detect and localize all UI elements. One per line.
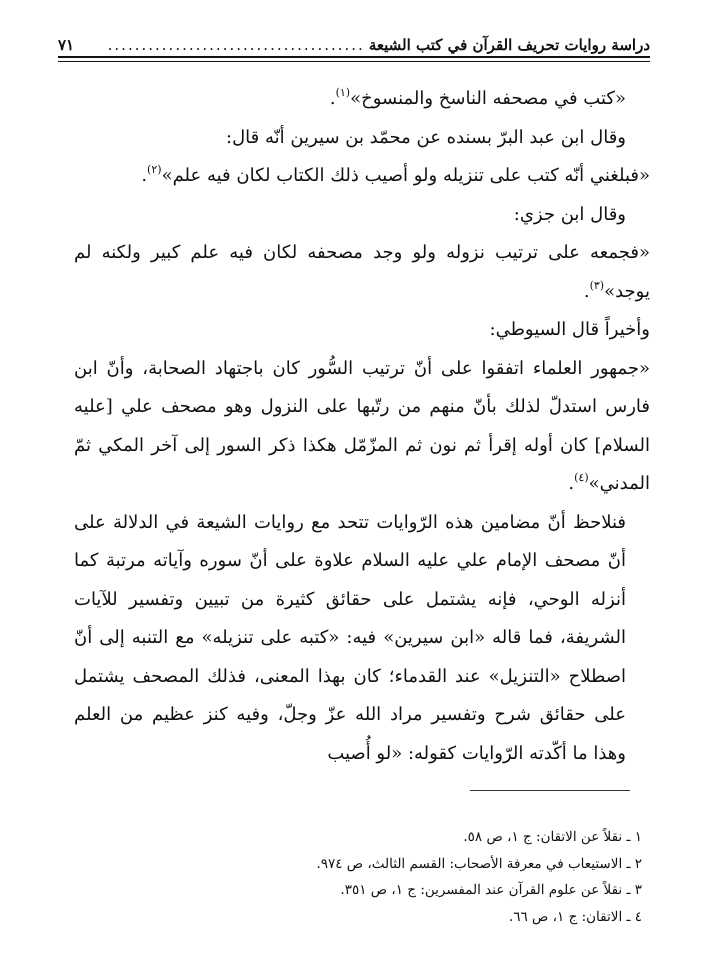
quote-paragraph xyxy=(74,234,650,311)
quote-paragraph xyxy=(74,157,650,196)
footnote-item: ١ ـ نقلاً عن الاتقان: ج ١، ص ٥٨. xyxy=(463,829,642,845)
header-title: دراسة روايات تحريف القرآن في كتب الشيعة xyxy=(368,36,650,54)
paragraph xyxy=(74,311,650,350)
footnote-item: ٤ ـ الاتقان: ج ١، ص ٦٦. xyxy=(508,908,642,925)
paragraph xyxy=(74,196,650,235)
paragraph-text: وأخيراً قال السيوطي: xyxy=(489,319,650,340)
paragraph-tail: . xyxy=(583,280,590,302)
footnote-item: ٣ ـ نقلاً عن علوم القرآن عند المفسرين: ج ١، ص ٣٥١. xyxy=(340,882,642,898)
footnote-separator xyxy=(470,790,630,791)
paragraph-tail: . xyxy=(329,88,336,109)
footnote-marker: (٤) xyxy=(574,471,589,484)
footnote-item: ٢ ـ الاستيعاب في معرفة الأصحاب: القسم الثالث، ص ٩٧٤. xyxy=(316,855,642,872)
header-rule-thin xyxy=(58,61,650,62)
header-leader-dots: ...................................... xyxy=(107,36,365,54)
paragraph-text: «فجمعه على ترتيب نزوله ولو وجد مصحفه لكان فيه علم كبير ولكنه لم يوجد» xyxy=(74,242,650,302)
main-text xyxy=(74,80,650,773)
paragraph-text: «كتب في مصحفه الناسخ والمنسوخ» xyxy=(350,88,626,109)
paragraph-text: «فبلغني أنّه كتب على تنزيله ولو أصيب ذلك الكتاب لكان فيه علم» xyxy=(161,165,650,186)
running-header xyxy=(58,30,650,54)
header-rule-thick xyxy=(58,56,650,58)
footnote-marker: (١) xyxy=(335,86,351,99)
footnote-marker: (٢) xyxy=(147,163,162,176)
paragraph xyxy=(74,504,650,774)
page-number: ٧١ xyxy=(58,36,75,54)
footnotes xyxy=(120,824,642,930)
paragraph-tail: . xyxy=(568,473,575,494)
quote-paragraph xyxy=(74,80,650,119)
quote-paragraph xyxy=(74,350,650,504)
paragraph-text: وقال ابن عبد البرّ بسنده عن محمّد بن سيرين أنّه قال: xyxy=(226,126,626,148)
paragraph-text: فنلاحظ أنّ مضامين هذه الرّوايات تتحد مع روايات الشيعة في الدلالة على أنّ مصحف الإمام علي عليه السلام علاوة على أنّ سوره وآياته مرتبة كما أنزله الوحي، فإنه يشتمل على حقائق كثيرة من تبيين وتفسير للآيات الشريفة، فما قاله «ابن سيرين» فيه: «كتبه على تنزيله» مع التنبه إلى أنّ اصطلاح «التنزيل» عند القدماء؛ كان بهذا المعنى، فذلك المصحف يشتمل على حقائق شرح وتفسير مراد الله عزّ وجلّ، وفيه كنز عظيم من العلم وهذا ما أكّدته الرّوايات كقوله: «لو أُصيب xyxy=(74,511,626,764)
paragraph-text: «جمهور العلماء اتفقوا على أنّ ترتيب السُّور كان باجتهاد الصحابة، وأنّ ابن فارس استدلّ لذلك بأنّ منهم من رتّبها على النزول وهو مصحف علي [عليه السلام] كان أوله إقرأ ثم نون ثم المزّمّل هكذا ذكر السور إلى آخر المكي ثمّ المدني» xyxy=(74,357,650,494)
footnote-marker: (٣) xyxy=(589,278,605,292)
paragraph-text: وقال ابن جزي: xyxy=(513,203,626,225)
paragraph-tail: . xyxy=(141,165,148,186)
paragraph xyxy=(74,119,650,158)
